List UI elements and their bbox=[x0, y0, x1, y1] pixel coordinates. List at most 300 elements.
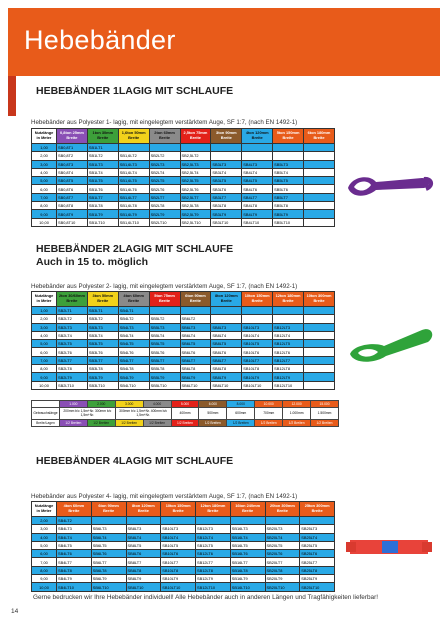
section1-subtitle: Hebebänder aus Polyester 1- lagig, mit eingelegtem verstärktem Auge, SF 1:7, (nach EN 1492-1) bbox=[31, 119, 298, 126]
capacity-header: 12ton 180mm Breite bbox=[196, 502, 231, 517]
table-row bbox=[32, 218, 335, 226]
table-row bbox=[32, 202, 335, 210]
article-cell: SB12LT6 bbox=[196, 550, 231, 558]
article-cell bbox=[304, 210, 335, 218]
section3-title: HEBEBÄNDER 4LAGIG MIT SCHLAUFE bbox=[36, 455, 234, 467]
article-cell: SB12LT5 bbox=[273, 340, 304, 348]
article-cell: SB3LT7 bbox=[87, 356, 118, 364]
article-cell: SB25LT6 bbox=[300, 550, 335, 558]
strip-capacity-cell: 3.000 bbox=[115, 401, 143, 408]
article-cell: SB2LT7 bbox=[57, 356, 88, 364]
article-cell: SB4LT4 bbox=[57, 533, 92, 541]
article-cell: SB12LT8 bbox=[196, 566, 231, 574]
length-cell: 6,00 bbox=[32, 550, 57, 558]
strip-length-cell: 700mm bbox=[255, 408, 283, 420]
length-cell: 6,00 bbox=[32, 185, 57, 193]
length-cell: 3,00 bbox=[32, 323, 57, 331]
article-cell: SB4LT7 bbox=[242, 193, 273, 201]
table-row bbox=[32, 517, 335, 525]
article-cell: SB3LT10 bbox=[211, 218, 242, 226]
article-cell: SB4LT9 bbox=[118, 373, 149, 381]
length-header: Nutzlänge in Meter bbox=[32, 129, 57, 144]
capacity-header: 1,6ton 50mm Breite bbox=[118, 129, 149, 144]
article-cell: SB1LT10 bbox=[87, 218, 118, 226]
article-cell: SB2LT2 bbox=[57, 315, 88, 323]
length-cell: 2,00 bbox=[32, 315, 57, 323]
strip-capacity-cell: 1.000 bbox=[59, 401, 87, 408]
article-cell: SB4LT8 bbox=[242, 202, 273, 210]
article-cell: SB0,8T7 bbox=[57, 193, 88, 201]
article-cell bbox=[161, 517, 196, 525]
table-row bbox=[32, 348, 335, 356]
table-row bbox=[32, 144, 335, 152]
length-cell: 8,00 bbox=[32, 202, 57, 210]
strip-width-cell: 1/2 Breiten bbox=[283, 420, 311, 427]
article-cell: SB2,5LT3 bbox=[180, 160, 211, 168]
capacity-header: 25ton 300mm Breite bbox=[300, 502, 335, 517]
capacity-header: 3ton 50mm Breite bbox=[87, 292, 118, 307]
article-cell: SB6LT10 bbox=[91, 583, 126, 591]
article-cell: SB2,5LT10 bbox=[180, 218, 211, 226]
article-cell: SB3LT9 bbox=[211, 210, 242, 218]
article-cell: SB2LT8 bbox=[149, 202, 180, 210]
strip-row bbox=[32, 401, 339, 408]
article-cell: SB10LT6 bbox=[161, 550, 196, 558]
article-cell: SB0,8T10 bbox=[57, 218, 88, 226]
strip-row bbox=[32, 408, 339, 420]
length-cell: 4,00 bbox=[32, 168, 57, 176]
article-cell: SB4LT8 bbox=[57, 566, 92, 574]
article-cell bbox=[304, 160, 335, 168]
article-cell: SB0,8T6 bbox=[57, 185, 88, 193]
article-cell: SB2,5LT5 bbox=[180, 177, 211, 185]
section3-subtitle: Hebebänder aus Polyester 4- lagig, mit eingelegtem verstärktem Auge, SF 1:7, (nach EN 1492-1) bbox=[31, 493, 298, 500]
table-header-row bbox=[32, 129, 335, 144]
article-cell bbox=[304, 331, 335, 339]
article-cell: SB16LT3 bbox=[230, 525, 265, 533]
article-cell: SB1LT6 bbox=[87, 185, 118, 193]
article-cell bbox=[126, 517, 161, 525]
article-cell: SB2,5LT2 bbox=[180, 152, 211, 160]
article-cell bbox=[300, 517, 335, 525]
capacity-header: 2,5ton 75mm Breite bbox=[180, 129, 211, 144]
strip-width-cell: 1/2 Breiten bbox=[87, 420, 115, 427]
article-cell bbox=[304, 193, 335, 201]
table-row bbox=[32, 193, 335, 201]
length-cell: 9,00 bbox=[32, 210, 57, 218]
article-cell: SB8LT7 bbox=[126, 558, 161, 566]
article-cell: SB4LT8 bbox=[118, 365, 149, 373]
table-row bbox=[32, 381, 335, 389]
article-cell bbox=[304, 144, 335, 152]
article-cell: SB5LT8 bbox=[149, 365, 180, 373]
article-cell bbox=[304, 152, 335, 160]
table-row bbox=[32, 315, 335, 323]
article-cell: SB20LT8 bbox=[265, 566, 300, 574]
article-cell: SB3LT8 bbox=[211, 202, 242, 210]
article-cell: SB10LT9 bbox=[242, 373, 273, 381]
article-cell bbox=[211, 144, 242, 152]
article-cell: SB5LT8 bbox=[273, 202, 304, 210]
article-cell: SB10LT3 bbox=[161, 525, 196, 533]
length-cell: 5,00 bbox=[32, 340, 57, 348]
capacity-header: 6ton 90mm Breite bbox=[91, 502, 126, 517]
article-cell: SB2LT6 bbox=[149, 185, 180, 193]
article-cell: SB1,6LT9 bbox=[118, 210, 149, 218]
article-cell: SB1LT3 bbox=[87, 160, 118, 168]
article-cell: SB4LT6 bbox=[242, 185, 273, 193]
article-cell: SB2,5LT6 bbox=[180, 185, 211, 193]
article-cell: SB3LT2 bbox=[87, 315, 118, 323]
capacity-header: 10ton 150mm Breite bbox=[161, 502, 196, 517]
article-cell: SB12LT9 bbox=[196, 575, 231, 583]
table-row bbox=[32, 525, 335, 533]
article-cell: SB4LT7 bbox=[57, 558, 92, 566]
article-cell: SB20LT10 bbox=[265, 583, 300, 591]
article-cell: SB5LT2 bbox=[149, 315, 180, 323]
green-sling-image bbox=[346, 322, 438, 364]
article-cell: SB8LT10 bbox=[211, 381, 242, 389]
article-cell: SB25LT4 bbox=[300, 533, 335, 541]
article-cell bbox=[265, 517, 300, 525]
article-cell: SB6LT2 bbox=[180, 315, 211, 323]
strip-length-cell: 400mm bbox=[171, 408, 199, 420]
length-cell: 10,00 bbox=[32, 218, 57, 226]
article-cell bbox=[211, 152, 242, 160]
article-cell: SB4LT5 bbox=[57, 541, 92, 549]
article-cell bbox=[273, 307, 304, 315]
capacity-header: 6ton 180mm Breite bbox=[304, 129, 335, 144]
section2-title: HEBEBÄNDER 2LAGIG MIT SCHLAUFE bbox=[36, 243, 234, 255]
article-cell: SB8LT3 bbox=[211, 323, 242, 331]
length-cell: 9,00 bbox=[32, 575, 57, 583]
article-cell: SB2LT5 bbox=[57, 340, 88, 348]
article-cell: SB16LT9 bbox=[230, 575, 265, 583]
article-cell bbox=[242, 307, 273, 315]
length-header: Nutzlänge in Meter bbox=[32, 292, 57, 307]
article-cell bbox=[149, 307, 180, 315]
capacity-header: 10ton 300mm Breite bbox=[304, 292, 335, 307]
article-cell: SB2LT2 bbox=[149, 152, 180, 160]
article-cell bbox=[273, 152, 304, 160]
table-row bbox=[32, 558, 335, 566]
article-cell bbox=[180, 307, 211, 315]
strip-length-cell: 200mm b/c 1,5m+Nr. 300mm b/c 1,5m+Nr. bbox=[59, 408, 115, 420]
strip-width-cell: 1/2 Breiten bbox=[59, 420, 87, 427]
article-cell: SB16LT4 bbox=[230, 533, 265, 541]
accent-strip bbox=[8, 76, 16, 116]
article-cell: SB6LT3 bbox=[91, 525, 126, 533]
article-cell: SB2LT4 bbox=[57, 331, 88, 339]
article-cell: SB4LT9 bbox=[57, 575, 92, 583]
article-cell: SB12LT7 bbox=[273, 356, 304, 364]
strip-width-cell: 1/2 Breiten bbox=[115, 420, 143, 427]
article-cell: SB4LT10 bbox=[242, 218, 273, 226]
article-cell bbox=[230, 517, 265, 525]
article-cell bbox=[304, 307, 335, 315]
article-cell: SB10LT10 bbox=[161, 583, 196, 591]
capacity-header: 6ton 90mm Breite bbox=[180, 292, 211, 307]
article-cell: SB1,6LT5 bbox=[118, 177, 149, 185]
strip-width-cell: Breite/Lagen bbox=[32, 420, 60, 427]
article-cell bbox=[304, 168, 335, 176]
length-cell: 4,00 bbox=[32, 533, 57, 541]
article-cell: SB12LT3 bbox=[196, 525, 231, 533]
article-cell: SB5LT10 bbox=[273, 218, 304, 226]
capacity-header: 16ton 240mm Breite bbox=[230, 502, 265, 517]
length-cell: 2,00 bbox=[32, 517, 57, 525]
article-cell: SB6LT3 bbox=[180, 323, 211, 331]
article-cell: SB6LT4 bbox=[180, 331, 211, 339]
article-cell: SB1,6LT6 bbox=[118, 185, 149, 193]
article-cell: SB12LT4 bbox=[196, 533, 231, 541]
article-cell: SB8LT3 bbox=[126, 525, 161, 533]
strip-row bbox=[32, 420, 339, 427]
article-cell: SB12LT7 bbox=[196, 558, 231, 566]
article-cell: SB5LT7 bbox=[149, 356, 180, 364]
article-cell: SB0,8T9 bbox=[57, 210, 88, 218]
article-cell bbox=[304, 202, 335, 210]
article-cell bbox=[211, 315, 242, 323]
article-cell: SB1LT5 bbox=[87, 177, 118, 185]
article-cell: SB20LT9 bbox=[265, 575, 300, 583]
article-cell: SB4LT4 bbox=[242, 168, 273, 176]
capacity-header: 8ton 120mm Breite bbox=[211, 292, 242, 307]
strip-capacity-cell: 10.000 bbox=[255, 401, 283, 408]
table-header-row bbox=[32, 502, 335, 517]
article-cell: SB3LT9 bbox=[87, 373, 118, 381]
capacity-header: 2ton 60mm Breite bbox=[149, 129, 180, 144]
article-cell bbox=[304, 381, 335, 389]
article-cell: SB6LT6 bbox=[91, 550, 126, 558]
article-cell: SB5LT4 bbox=[149, 331, 180, 339]
length-cell: 7,00 bbox=[32, 558, 57, 566]
article-cell: SB16LT6 bbox=[230, 550, 265, 558]
article-cell: SB12LT10 bbox=[196, 583, 231, 591]
capacity-header: 10ton 150mm Breite bbox=[242, 292, 273, 307]
length-cell: 5,00 bbox=[32, 177, 57, 185]
article-cell: SB0,8T2 bbox=[57, 152, 88, 160]
article-cell bbox=[304, 315, 335, 323]
section3-table bbox=[31, 501, 335, 592]
article-cell: SB1,6LT3 bbox=[118, 160, 149, 168]
article-cell: SB4LT3 bbox=[57, 525, 92, 533]
table-row bbox=[32, 365, 335, 373]
strip-capacity-cell: 12.000 bbox=[283, 401, 311, 408]
article-cell: SB4LT10 bbox=[118, 381, 149, 389]
article-cell: SB4LT9 bbox=[242, 210, 273, 218]
table-row bbox=[32, 533, 335, 541]
article-cell: SB1LT9 bbox=[87, 210, 118, 218]
article-cell: SB5LT3 bbox=[273, 160, 304, 168]
strip-capacity-cell: 8.000 bbox=[227, 401, 255, 408]
orange-sling-image bbox=[342, 538, 436, 558]
article-cell: SB10LT9 bbox=[161, 575, 196, 583]
article-cell: SB5LT9 bbox=[149, 373, 180, 381]
article-cell: SB16LT7 bbox=[230, 558, 265, 566]
article-cell: SB2LT8 bbox=[57, 365, 88, 373]
length-cell: 8,00 bbox=[32, 566, 57, 574]
article-cell: SB10LT7 bbox=[161, 558, 196, 566]
article-cell: SB1LT8 bbox=[87, 202, 118, 210]
article-cell: SB4LT10 bbox=[57, 583, 92, 591]
article-cell: SB16LT5 bbox=[230, 541, 265, 549]
article-cell: SB6LT5 bbox=[180, 340, 211, 348]
article-cell: SB3LT1 bbox=[87, 307, 118, 315]
article-cell: SB8LT10 bbox=[126, 583, 161, 591]
article-cell: SB2LT6 bbox=[57, 348, 88, 356]
article-cell: SB3LT6 bbox=[211, 185, 242, 193]
article-cell: SB25LT8 bbox=[300, 566, 335, 574]
table-row bbox=[32, 575, 335, 583]
length-cell: 5,00 bbox=[32, 541, 57, 549]
length-cell: 1,00 bbox=[32, 307, 57, 315]
article-cell: SB4LT2 bbox=[57, 517, 92, 525]
article-cell: SB20LT7 bbox=[265, 558, 300, 566]
article-cell: SB1LT4 bbox=[87, 168, 118, 176]
table-row bbox=[32, 210, 335, 218]
article-cell: SB4LT6 bbox=[118, 348, 149, 356]
article-cell: SB6LT5 bbox=[91, 541, 126, 549]
strip-width-cell: 1/2 Breiten bbox=[255, 420, 283, 427]
article-cell bbox=[304, 365, 335, 373]
article-cell: SB8LT9 bbox=[126, 575, 161, 583]
article-cell: SB0,8T4 bbox=[57, 168, 88, 176]
article-cell: SB5LT10 bbox=[149, 381, 180, 389]
strip-length-cell: 1.000mm bbox=[283, 408, 311, 420]
article-cell: SB5LT4 bbox=[273, 168, 304, 176]
article-cell: SB12LT5 bbox=[196, 541, 231, 549]
capacity-header: 2ton 30/60mm Breite bbox=[57, 292, 88, 307]
length-cell: 6,00 bbox=[32, 348, 57, 356]
strip-capacity-cell: 6.000 bbox=[199, 401, 227, 408]
article-cell bbox=[304, 177, 335, 185]
article-cell: SB0,8T3 bbox=[57, 160, 88, 168]
capacity-header: 4ton 60mm Breite bbox=[118, 292, 149, 307]
article-cell: SB6LT7 bbox=[180, 356, 211, 364]
capacity-header: 3ton 90mm Breite bbox=[211, 129, 242, 144]
article-cell: SB12LT3 bbox=[273, 323, 304, 331]
article-cell: SB2LT10 bbox=[57, 381, 88, 389]
article-cell bbox=[304, 373, 335, 381]
article-cell: SB10LT6 bbox=[242, 348, 273, 356]
article-cell: SB5LT6 bbox=[149, 348, 180, 356]
article-cell: SB3LT4 bbox=[87, 331, 118, 339]
article-cell: SB2LT4 bbox=[149, 168, 180, 176]
article-cell: SB3LT10 bbox=[87, 381, 118, 389]
article-cell bbox=[180, 144, 211, 152]
table-row bbox=[32, 566, 335, 574]
article-cell: SB10LT4 bbox=[161, 533, 196, 541]
article-cell: SB3LT4 bbox=[211, 168, 242, 176]
strip-length-cell: 300mm b/c 1,5m+Nr. 400mm b/c 1,5m+Nr. bbox=[115, 408, 171, 420]
article-cell bbox=[304, 185, 335, 193]
article-cell: SB3LT5 bbox=[87, 340, 118, 348]
article-cell bbox=[273, 144, 304, 152]
length-cell: 1,00 bbox=[32, 144, 57, 152]
article-cell: SB4LT6 bbox=[57, 550, 92, 558]
table-header-row bbox=[32, 292, 335, 307]
article-cell: SB25LT5 bbox=[300, 541, 335, 549]
article-cell: SB1,6LT2 bbox=[118, 152, 149, 160]
article-cell: SB2LT3 bbox=[57, 323, 88, 331]
table-row bbox=[32, 177, 335, 185]
strip-length-cell: 600mm bbox=[227, 408, 255, 420]
article-cell: SB10LT7 bbox=[242, 356, 273, 364]
article-cell: SB4LT3 bbox=[118, 323, 149, 331]
article-cell: SB20LT4 bbox=[265, 533, 300, 541]
section1-title: HEBEBÄNDER 1LAGIG MIT SCHLAUFE bbox=[36, 85, 234, 97]
article-cell: SB2,5LT9 bbox=[180, 210, 211, 218]
length-cell: 3,00 bbox=[32, 160, 57, 168]
strip-capacity-cell: 5.000 bbox=[171, 401, 199, 408]
article-cell: SB8LT9 bbox=[211, 373, 242, 381]
article-cell: SB8LT8 bbox=[211, 365, 242, 373]
article-cell: SB10LT5 bbox=[242, 340, 273, 348]
article-cell: SB3LT5 bbox=[211, 177, 242, 185]
table-row bbox=[32, 307, 335, 315]
capacity-header: 1ton 30mm Breite bbox=[87, 129, 118, 144]
length-cell: 7,00 bbox=[32, 356, 57, 364]
table-row bbox=[32, 152, 335, 160]
strip-width-cell: 1/2 Breiten bbox=[143, 420, 171, 427]
table-row bbox=[32, 550, 335, 558]
article-cell: SB10LT10 bbox=[242, 381, 273, 389]
article-cell: SB8LT8 bbox=[126, 566, 161, 574]
article-cell bbox=[304, 323, 335, 331]
article-cell: SB3LT6 bbox=[87, 348, 118, 356]
table-row bbox=[32, 160, 335, 168]
footnote: Gerne bedrucken wir Ihre Hebebänder individuell! Alle Hebebänder auch in anderen Längen und Tragfähigkeiten lieferbar! bbox=[33, 594, 378, 601]
article-cell: SB25LT7 bbox=[300, 558, 335, 566]
length-cell: 3,00 bbox=[32, 525, 57, 533]
article-cell: SB20LT3 bbox=[265, 525, 300, 533]
length-cell: 2,00 bbox=[32, 152, 57, 160]
article-cell: SB10LT3 bbox=[242, 323, 273, 331]
article-cell bbox=[304, 218, 335, 226]
table-row bbox=[32, 541, 335, 549]
strip-width-cell: 1/2 Breiten bbox=[171, 420, 199, 427]
article-cell: SB4LT3 bbox=[242, 160, 273, 168]
section2-subtitle: Hebebänder aus Polyester 2- lagig, mit eingelegtem verstärktem Auge, SF 1:7, (nach EN 1492-1) bbox=[31, 283, 298, 290]
article-cell: SB5LT7 bbox=[273, 193, 304, 201]
strip-capacity-cell: 15.000 bbox=[311, 401, 339, 408]
article-cell: SB0,8T1 bbox=[57, 144, 88, 152]
header-banner bbox=[8, 8, 440, 76]
article-cell: SB8LT6 bbox=[211, 348, 242, 356]
article-cell bbox=[118, 144, 149, 152]
page-title: Hebebänder bbox=[24, 25, 176, 55]
capacity-header: 20ton 300mm Breite bbox=[265, 502, 300, 517]
article-cell: SB2,5LT7 bbox=[180, 193, 211, 201]
article-cell: SB6LT4 bbox=[91, 533, 126, 541]
article-cell: SB5LT9 bbox=[273, 210, 304, 218]
article-cell bbox=[91, 517, 126, 525]
article-cell: SB4LT1 bbox=[118, 307, 149, 315]
article-cell: SB1LT1 bbox=[87, 144, 118, 152]
article-cell: SB3LT3 bbox=[87, 323, 118, 331]
article-cell bbox=[242, 144, 273, 152]
article-cell bbox=[242, 315, 273, 323]
strip-capacity-cell: 2.000 bbox=[87, 401, 115, 408]
article-cell: SB6LT9 bbox=[91, 575, 126, 583]
section1-table bbox=[31, 128, 335, 227]
capacity-header: 5ton 150mm Breite bbox=[273, 129, 304, 144]
article-cell: SB8LT5 bbox=[211, 340, 242, 348]
article-cell: SB8LT7 bbox=[211, 356, 242, 364]
article-cell: SB3LT3 bbox=[211, 160, 242, 168]
article-cell: SB1,6LT4 bbox=[118, 168, 149, 176]
